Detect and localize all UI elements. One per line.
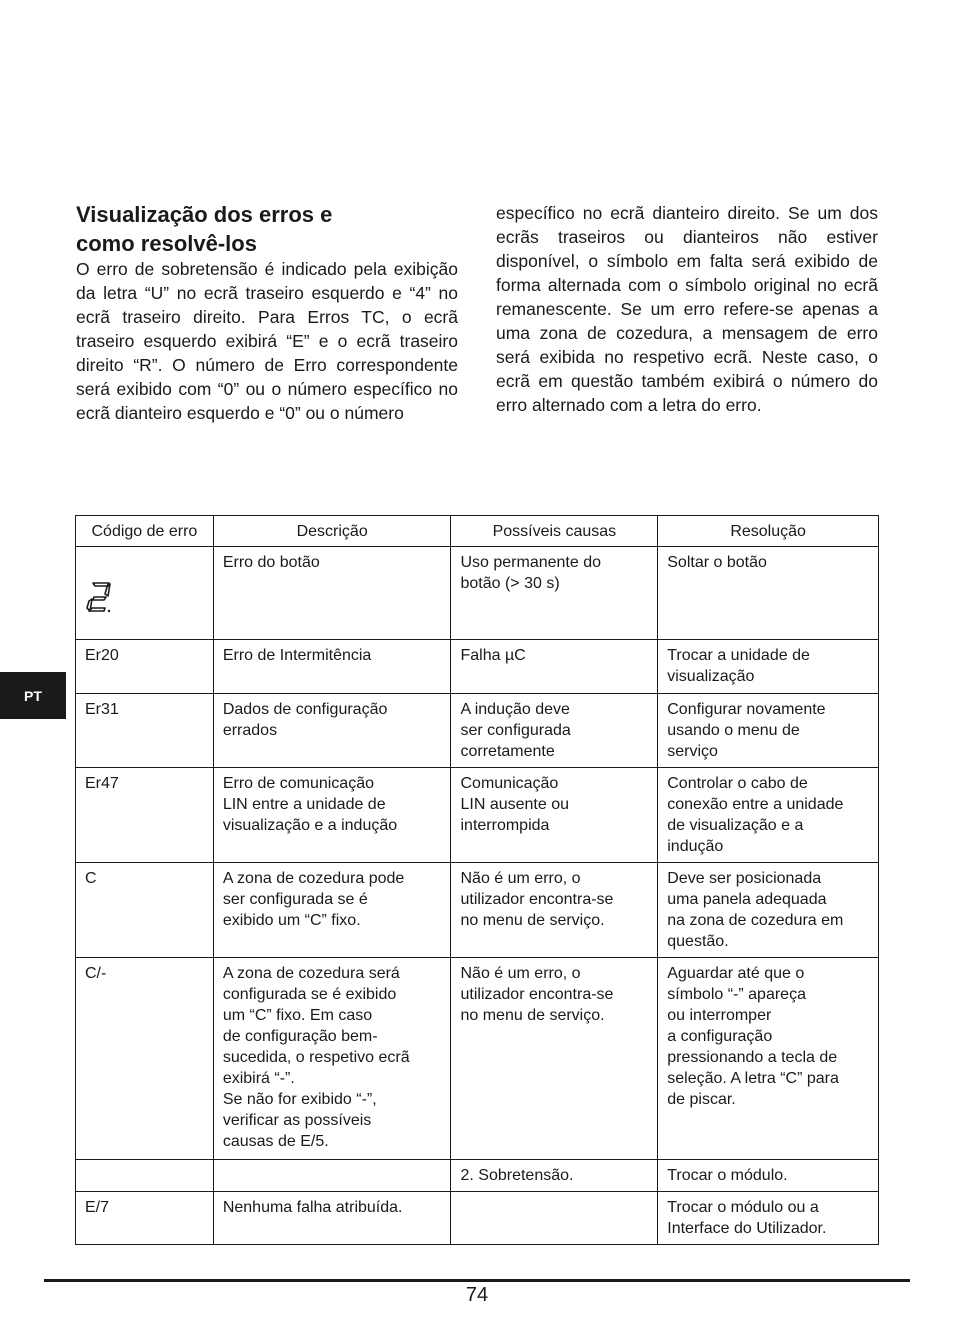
footer-divider: [44, 1279, 910, 1282]
cell-causes: Uso permanente do botão (> 30 s): [451, 547, 658, 640]
segment-display-icon: [85, 581, 115, 613]
cell-causes: Não é um erro, o utilizador encontra-se no menu de serviço.: [451, 958, 658, 1160]
cell-resolution: Controlar o cabo de conexão entre a unidade de visualização e a indução: [658, 768, 879, 863]
cell-code: C: [76, 863, 214, 958]
cell-resolution: Trocar o módulo.: [658, 1160, 879, 1192]
cell-description: [213, 1160, 451, 1192]
table-row: [76, 547, 879, 640]
cell-resolution: Trocar o módulo ou a Interface do Utilizador.: [658, 1192, 879, 1245]
cell-resolution: Aguardar até que o símbolo “-” apareça ou interromper a configuração pressionando a tecla de seleção. A letra “C” para de piscar.: [658, 958, 879, 1160]
cell-resolution: Soltar o botão: [658, 547, 879, 640]
section-heading-line1: Visualização dos erros e: [76, 202, 333, 227]
cell-causes: [451, 1192, 658, 1245]
section-heading-line2: como resolvê-los: [76, 231, 257, 256]
header-causes: Possíveis causas: [451, 516, 658, 547]
cell-causes: Não é um erro, o utilizador encontra-se no menu de serviço.: [451, 863, 658, 958]
cell-code: C/-: [76, 958, 214, 1160]
error-table: [75, 515, 879, 1245]
cell-code: [76, 1160, 214, 1192]
cell-description: Nenhuma falha atribuída.: [213, 1192, 451, 1245]
cell-resolution: Trocar a unidade de visualização: [658, 640, 879, 694]
cell-description: Dados de configuração errados: [213, 694, 451, 768]
section-heading: [76, 200, 458, 258]
cell-code: E/7: [76, 1192, 214, 1245]
language-tab: [0, 672, 66, 719]
cell-description: Erro do botão: [213, 547, 451, 640]
cell-resolution: Deve ser posicionada uma panela adequada na zona de cozedura em questão.: [658, 863, 879, 958]
table-row: [76, 1160, 879, 1192]
language-tab-label: PT: [24, 687, 42, 704]
intro-paragraph-right: específico no ecrã dianteiro direito. Se um dos ecrãs traseiros ou dianteiros não estiver disponível, o símbolo em falta será exibido de forma alternada com o símbolo original no ecrã remanescente. Se um erro refere-se apenas a uma zona de cozedura, a mensagem de erro será exibida no respetivo ecrã. Neste caso, o ecrã em questão também exibirá o número do erro alternado com a letra do erro.: [496, 203, 878, 415]
cell-code: Er47: [76, 768, 214, 863]
cell-code: Er31: [76, 694, 214, 768]
cell-causes: 2. Sobretensão.: [451, 1160, 658, 1192]
intro-paragraph-left: O erro de sobretensão é indicado pela exibição da letra “U” no ecrã traseiro esquerdo e “4” no ecrã traseiro direito. Para Erros TC, o ecrã traseiro esquerdo exibirá “E” e o ecrã traseiro direito “R”. O número de Erro correspondente será exibido com “0” ou o número específico no ecrã dianteiro esquerdo e “0” ou o número: [76, 259, 458, 423]
cell-code: [76, 547, 214, 640]
header-description: Descrição: [213, 516, 451, 547]
table-row: [76, 863, 879, 958]
header-resolution: Resolução: [658, 516, 879, 547]
table-row: [76, 958, 879, 1160]
table-row: [76, 640, 879, 694]
cell-description: A zona de cozedura pode ser configurada se é exibido um “C” fixo.: [213, 863, 451, 958]
header-code: Código de erro: [76, 516, 214, 547]
cell-code: Er20: [76, 640, 214, 694]
cell-description: Erro de Intermitência: [213, 640, 451, 694]
cell-description: A zona de cozedura será configurada se é exibido um “C” fixo. Em caso de configuração bem- sucedida, o respetivo ecrã exibirá “-”. Se não for exibido “-”, verificar as possíveis causas de E/5.: [213, 958, 451, 1160]
table-row: [76, 768, 879, 863]
cell-causes: Falha µC: [451, 640, 658, 694]
table-row: [76, 694, 879, 768]
cell-causes: A indução deve ser configurada corretamente: [451, 694, 658, 768]
table-row: [76, 1192, 879, 1245]
page-number: 74: [465, 1284, 489, 1306]
cell-resolution: Configurar novamente usando o menu de serviço: [658, 694, 879, 768]
cell-description: Erro de comunicação LIN entre a unidade de visualização e a indução: [213, 768, 451, 863]
table-header-row: [76, 516, 879, 547]
cell-causes: Comunicação LIN ausente ou interrompida: [451, 768, 658, 863]
